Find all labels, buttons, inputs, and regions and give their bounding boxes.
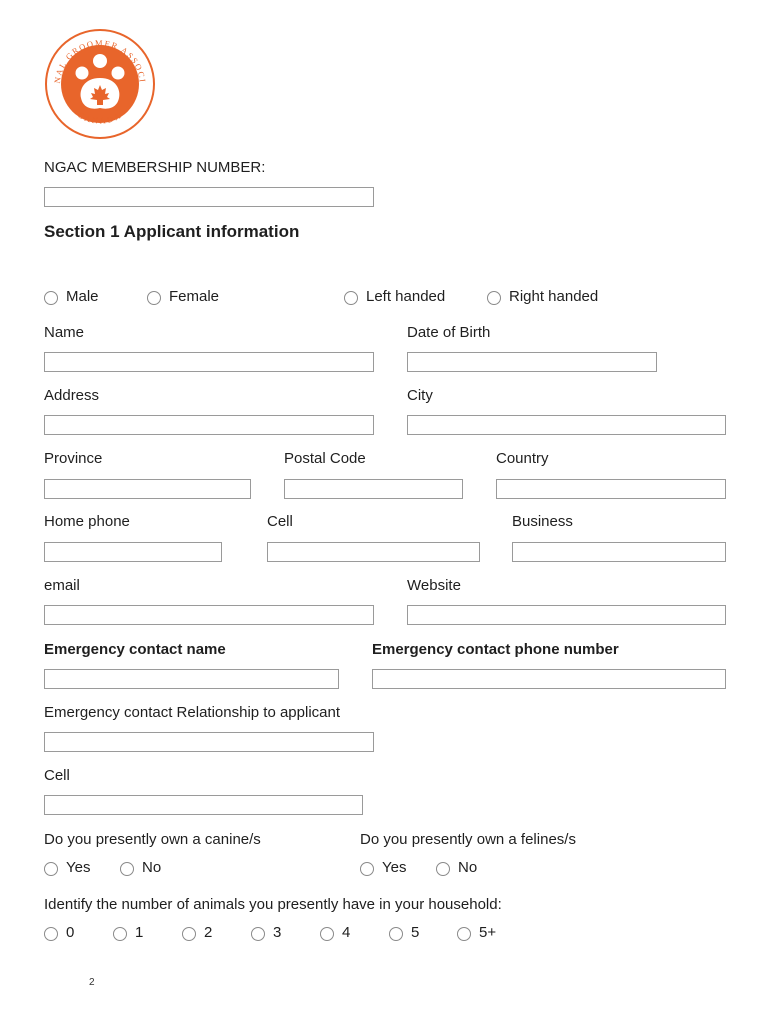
canine-yes-radio[interactable] — [44, 862, 58, 876]
feline-no-label: No — [458, 859, 478, 876]
emergency-contact-phone-field[interactable] — [372, 669, 726, 689]
email-field[interactable] — [44, 605, 374, 625]
postal-code-label: Postal Code — [284, 450, 366, 467]
feline-yes-label: Yes — [382, 859, 407, 876]
city-label: City — [407, 387, 433, 404]
country-field[interactable] — [496, 479, 726, 499]
business-label: Business — [512, 513, 573, 530]
dob-label: Date of Birth — [407, 324, 491, 341]
animals-2-label: 2 — [204, 924, 213, 941]
postal-code-field[interactable] — [284, 479, 463, 499]
animals-0-radio[interactable] — [44, 927, 58, 941]
home-phone-label: Home phone — [44, 513, 130, 530]
animals-4-label: 4 — [342, 924, 351, 941]
animals-5plus-label: 5+ — [479, 924, 497, 941]
emergency-contact-name-label: Emergency contact name — [44, 641, 226, 658]
male-radio[interactable] — [44, 291, 58, 305]
section-title: Section 1 Applicant information — [44, 222, 300, 241]
province-label: Province — [44, 450, 103, 467]
emergency-contact-relationship-label: Emergency contact Relationship to applicant — [44, 704, 341, 721]
animals-5-label: 5 — [411, 924, 420, 941]
animals-4-radio[interactable] — [320, 927, 334, 941]
animals-3-label: 3 — [273, 924, 282, 941]
membership-number-label: NGAC MEMBERSHIP NUMBER: — [44, 159, 266, 176]
animals-1-radio[interactable] — [113, 927, 127, 941]
membership-number-field[interactable] — [44, 187, 374, 207]
dob-field[interactable] — [407, 352, 657, 372]
email-label: email — [44, 577, 80, 594]
address-label: Address — [44, 387, 100, 404]
business-field[interactable] — [512, 542, 726, 562]
website-field[interactable] — [407, 605, 726, 625]
left-handed-radio[interactable] — [344, 291, 358, 305]
ngac-seal-icon — [44, 28, 156, 140]
emergency-cell-field[interactable] — [44, 795, 363, 815]
website-label: Website — [407, 577, 461, 594]
animals-3-radio[interactable] — [251, 927, 265, 941]
canine-no-radio[interactable] — [120, 862, 134, 876]
left-handed-label: Left handed — [366, 288, 446, 305]
city-field[interactable] — [407, 415, 726, 435]
female-label: Female — [169, 288, 220, 305]
cell-field[interactable] — [267, 542, 480, 562]
country-label: Country — [496, 450, 549, 467]
right-handed-radio[interactable] — [487, 291, 501, 305]
feline-yes-radio[interactable] — [360, 862, 374, 876]
svg-text:CANADA: CANADA — [76, 109, 124, 126]
emergency-cell-label: Cell — [44, 767, 70, 784]
animals-5plus-radio[interactable] — [457, 927, 471, 941]
feline-no-radio[interactable] — [436, 862, 450, 876]
animals-0-label: 0 — [66, 924, 75, 941]
animals-1-label: 1 — [135, 924, 144, 941]
emergency-contact-name-field[interactable] — [44, 669, 339, 689]
name-field[interactable] — [44, 352, 374, 372]
female-radio[interactable] — [147, 291, 161, 305]
canine-no-label: No — [142, 859, 162, 876]
animals-count-question: Identify the number of animals you presently have in your household: — [44, 896, 502, 913]
male-label: Male — [66, 288, 99, 305]
home-phone-field[interactable] — [44, 542, 222, 562]
animals-5-radio[interactable] — [389, 927, 403, 941]
right-handed-label: Right handed — [509, 288, 599, 305]
province-field[interactable] — [44, 479, 251, 499]
animals-2-radio[interactable] — [182, 927, 196, 941]
ngac-logo — [44, 28, 156, 140]
address-field[interactable] — [44, 415, 374, 435]
emergency-contact-phone-label: Emergency contact phone number — [372, 641, 619, 658]
name-label: Name — [44, 324, 85, 341]
canine-yes-label: Yes — [66, 859, 91, 876]
canine-question: Do you presently own a canine/s — [44, 831, 261, 848]
page-number: 2 — [89, 977, 95, 988]
cell-label: Cell — [267, 513, 293, 530]
svg-text:NATIONAL GROOMER ASSOCIATION: NAL GROOMER ASSOCI — [51, 37, 148, 84]
feline-question: Do you presently own a felines/s — [360, 831, 576, 848]
emergency-contact-relationship-field[interactable] — [44, 732, 374, 752]
